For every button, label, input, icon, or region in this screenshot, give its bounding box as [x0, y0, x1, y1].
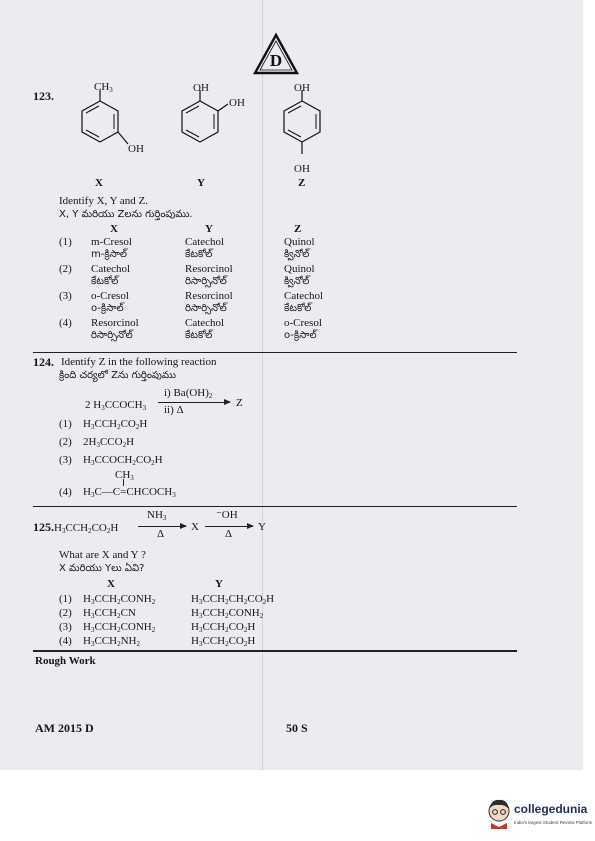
q125-intermediate: X — [191, 521, 199, 533]
q125-option-number: (3) — [59, 621, 72, 633]
q125-reaction-line: $125.H_3CCH_2CO_2H$ — [33, 520, 119, 535]
q123-prompt-te: X, Y మరియు Zలను గుర్తింపుము. — [59, 209, 193, 220]
q123-option-z: Quinol — [284, 263, 315, 275]
footer-code: AM 2015 D — [35, 721, 94, 735]
q123-option-x-te: కేటకోల్ — [91, 276, 119, 287]
q123-option-x-te: రిసార్సినోల్ — [91, 330, 133, 341]
q124-number: 124. — [33, 355, 54, 369]
q125-col-x: X — [107, 578, 115, 590]
footer-page: 50 S — [286, 721, 308, 735]
q124-prompt-en: Identify Z in the following reaction — [61, 356, 217, 368]
q123-prompt-en: Identify X, Y and Z. — [59, 195, 148, 207]
q123-col-y: Y — [205, 223, 213, 235]
q125-option-y: $H_3CCH_2CH_2CO_2H$ — [191, 593, 275, 606]
q123-option-y-te: కేటకోల్ — [185, 330, 213, 341]
q124-option-text: $2H_3CCO_2H$ — [83, 436, 135, 449]
q124-reagent-top: i) $Ba(OH)_2$ — [164, 387, 213, 400]
q125-reagent2-top: ⁻OH — [216, 509, 238, 521]
q124-reagent-bottom: ii) Δ — [164, 404, 184, 416]
q123-option-z-te: o-క్రిసాల్ — [284, 330, 317, 341]
q125-arrow-1 — [138, 526, 186, 527]
q124-option-text: $H_3CCOCH_2CO_2H$ — [83, 454, 163, 467]
z-hydroxyl-bottom-label: OH — [294, 163, 310, 175]
divider-2 — [33, 506, 517, 507]
q124-option-number: (2) — [59, 436, 72, 448]
q123-option-number: (2) — [59, 263, 72, 275]
q124-option-text: $H_3CCH_2CO_2H$ — [83, 418, 148, 431]
q123-option-z-te: క్వినోల్ — [284, 249, 310, 260]
y-hydroxyl-1-label: OH — [193, 82, 209, 94]
structure-z — [270, 78, 360, 178]
q125-reagent2-bottom: Δ — [225, 528, 233, 540]
rough-work-label: Rough Work — [35, 655, 96, 667]
q125-col-y: Y — [215, 578, 223, 590]
q125-arrow-2 — [205, 526, 253, 527]
x-structure-label: X — [95, 177, 103, 189]
q125-option-x: $H_3CCH_2CONH_2$ — [83, 593, 156, 606]
q125-option-y: $H_3CCH_2CO_2H$ — [191, 621, 256, 634]
page-fold — [262, 0, 263, 770]
q123-option-number: (1) — [59, 236, 72, 248]
q125-option-number: (2) — [59, 607, 72, 619]
q123-option-y: Resorcinol — [185, 290, 233, 302]
q123-option-z: Catechol — [284, 290, 324, 302]
q123-option-y: Resorcinol — [185, 263, 233, 275]
x-methyl-label: $CH_3$ — [94, 81, 113, 94]
q125-option-x: $H_3CCH_2CONH_2$ — [83, 621, 156, 634]
q124-option-text: $H_3C—C=CHCOCH_3$ — [83, 486, 176, 499]
q125-option-x: $H_3CCH_2CN$ — [83, 607, 136, 620]
q124-opt4-branch: $CH_3$ — [115, 469, 134, 482]
q124-prompt-te: క్రింది చర్యలో Zను గుర్తింపుము — [59, 370, 176, 381]
q123-option-z-te: కేటకోల్ — [284, 303, 312, 314]
brand-mascot-icon — [486, 797, 512, 829]
q123-option-z: Quinol — [284, 236, 315, 248]
q124-option-number: (3) — [59, 454, 72, 466]
q123-option-y: Catechol — [185, 236, 225, 248]
q123-option-number: (3) — [59, 290, 72, 302]
brand-tagline: India's largest Student Review Platform — [514, 820, 593, 825]
q124-option-number: (1) — [59, 418, 72, 430]
structure-x — [70, 78, 160, 158]
booklet-code-triangle — [252, 32, 300, 76]
q123-option-x: Resorcinol — [91, 317, 139, 329]
q123-option-z-te: క్వినోల్ — [284, 276, 310, 287]
brand-logo — [486, 797, 591, 831]
q123-option-y-te: కేటకోల్ — [185, 249, 213, 260]
structure-y — [170, 78, 260, 158]
q125-option-x: $H_3CCH_2NH_2$ — [83, 635, 140, 648]
q123-option-z: o-Cresol — [284, 317, 322, 329]
q123-option-x-te: m-క్రిసాల్ — [91, 249, 127, 260]
q123-option-y-te: రిసార్సినోల్ — [185, 303, 227, 314]
q124-product: Z — [236, 397, 243, 409]
q123-option-y-te: రిసార్సినోల్ — [185, 276, 227, 287]
q123-col-x: X — [110, 223, 118, 235]
q123-option-x: m-Cresol — [91, 236, 132, 248]
q123-option-number: (4) — [59, 317, 72, 329]
q124-option-number: (4) — [59, 486, 72, 498]
q125-option-y: $H_3CCH_2CONH_2$ — [191, 607, 264, 620]
y-structure-label: Y — [197, 177, 205, 189]
divider-1 — [33, 352, 517, 353]
q125-product: Y — [258, 521, 266, 533]
q125-prompt-en: What are X and Y ? — [59, 549, 146, 561]
q124-opt4-branch-bond — [123, 479, 124, 486]
q125-option-y: $H_3CCH_2CO_2H$ — [191, 635, 256, 648]
q124-reaction-arrow — [158, 402, 230, 403]
q125-option-number: (4) — [59, 635, 72, 647]
q123-option-x: o-Cresol — [91, 290, 129, 302]
booklet-code: D — [269, 51, 283, 70]
brand-name: collegedunia — [514, 802, 588, 816]
z-structure-label: Z — [298, 177, 306, 189]
q125-prompt-te: X మరియు Yలు ఏవి? — [59, 563, 145, 574]
q125-reagent1-top: $NH_3$ — [147, 509, 167, 522]
q125-reagent1-bottom: Δ — [157, 528, 165, 540]
q124-reactant: 2 $H_3CCOCH_3$ — [85, 399, 147, 412]
q123-option-x-te: o-క్రిసాల్ — [91, 303, 124, 314]
divider-3 — [33, 650, 517, 652]
q123-option-x: Catechol — [91, 263, 131, 275]
q123-number: 123. — [33, 89, 54, 103]
q123-col-z: Z — [294, 223, 302, 235]
z-hydroxyl-top-label: OH — [294, 82, 310, 94]
y-hydroxyl-2-label: OH — [229, 97, 245, 109]
q123-option-y: Catechol — [185, 317, 225, 329]
q125-option-number: (1) — [59, 593, 72, 605]
x-hydroxyl-label: OH — [128, 143, 144, 155]
